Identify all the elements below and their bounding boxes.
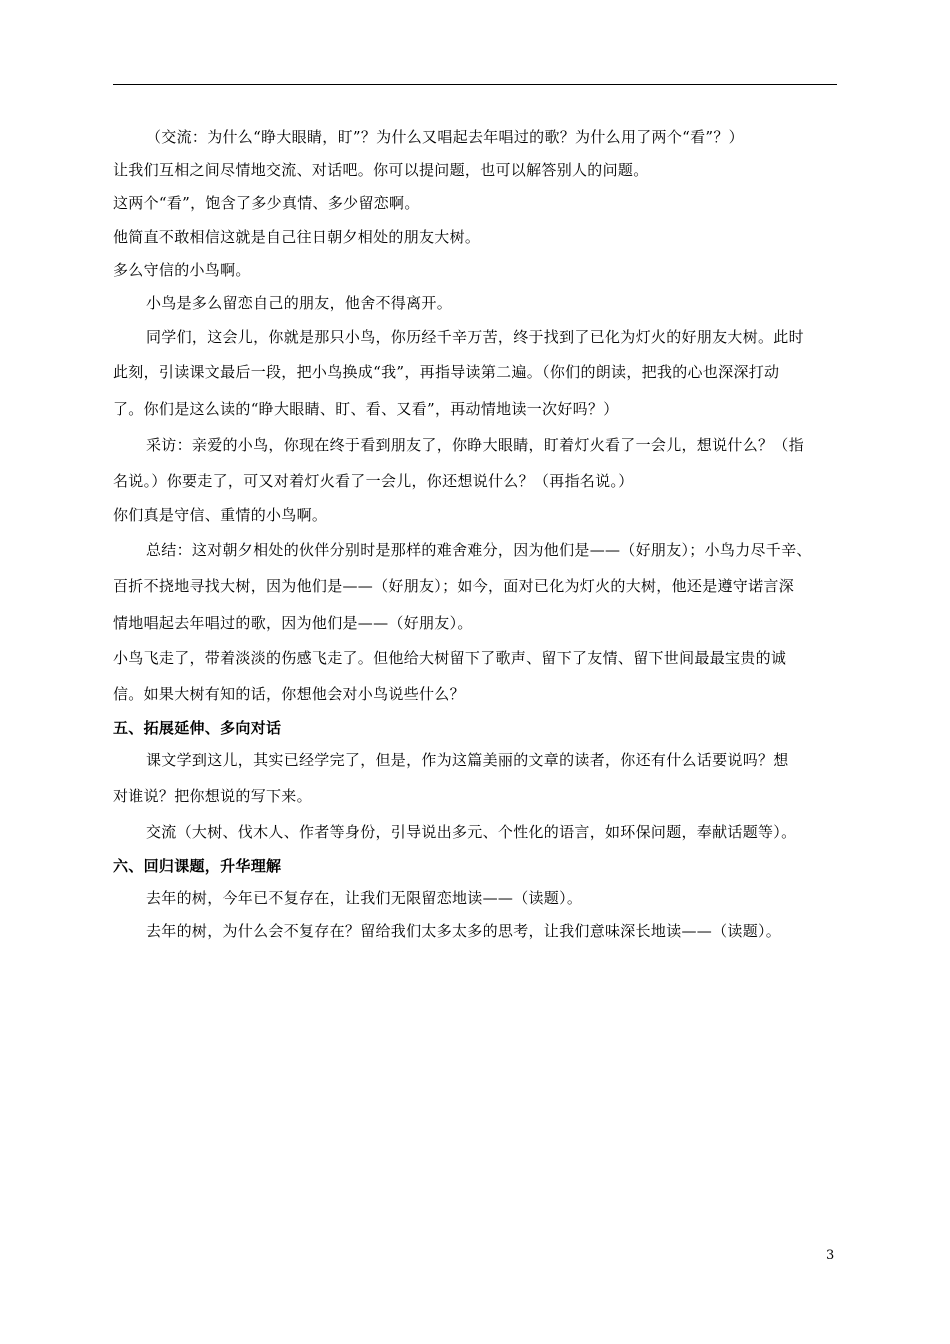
text-line: 让我们互相之间尽情地交流、对话吧。你可以提问题，也可以解答别人的问题。 bbox=[113, 161, 649, 179]
text-line: 多么守信的小鸟啊。 bbox=[113, 261, 251, 279]
page-number: 3 bbox=[826, 1248, 835, 1263]
text-line: 小鸟飞走了，带着淡淡的伤感飞走了。但他给大树留下了歌声、留下了友情、留下世间最最宝贵的诚 bbox=[113, 649, 787, 667]
text-line: 课文学到这儿，其实已经学完了，但是，作为这篇美丽的文章的读者，你还有什么话要说吗？想 bbox=[146, 751, 789, 769]
section-heading: 五、拓展延伸、多向对话 bbox=[113, 719, 282, 737]
text-line: 名说。）你要走了，可又对着灯火看了一会儿，你还想说什么？（再指名说。） bbox=[113, 472, 634, 490]
text-line: 此刻，引读课文最后一段，把小鸟换成“我”，再指导读第二遍。（你们的朗读，把我的心也深深打动 bbox=[113, 363, 780, 381]
text-line: 情地唱起去年唱过的歌，因为他们是——（好朋友）。 bbox=[113, 614, 473, 632]
text-line: 信。如果大树有知的话，你想他会对小鸟说些什么？ bbox=[113, 685, 465, 703]
text-line: 你们真是守信、重情的小鸟啊。 bbox=[113, 506, 328, 524]
text-line: 小鸟是多么留恋自己的朋友，他舍不得离开。 bbox=[146, 294, 453, 312]
text-line: 交流（大树、伐木人、作者等身份，引导说出多元、个性化的语言，如环保问题，奉献话题等）。 bbox=[146, 823, 797, 841]
text-line: 去年的树，为什么会不复存在？留给我们太多太多的思考，让我们意味深长地读——（读题）。 bbox=[146, 922, 782, 940]
text-line: 百折不挠地寻找大树，因为他们是——（好朋友）；如今，面对已化为灯火的大树，他还是遵守诺言深 bbox=[113, 577, 795, 595]
text-line: 这两个“看”，饱含了多少真情、多少留恋啊。 bbox=[113, 194, 420, 212]
header-rule bbox=[113, 84, 837, 85]
text-line: 同学们，这会儿，你就是那只小鸟，你历经千辛万苦，终于找到了已化为灯火的好朋友大树。此时 bbox=[146, 328, 804, 346]
text-line: 采访：亲爱的小鸟，你现在终于看到朋友了，你睁大眼睛，盯着灯火看了一会儿，想说什么？（指 bbox=[146, 436, 804, 454]
text-line: 总结：这对朝夕相处的伙伴分别时是那样的难舍难分，因为他们是——（好朋友）；小鸟力尽千辛、 bbox=[146, 541, 812, 559]
text-line: 了。你们是这么读的“睁大眼睛、盯、看、又看”，再动情地读一次好吗？） bbox=[113, 400, 619, 418]
text-line: （交流：为什么“睁大眼睛，盯”？为什么又唱起去年唱过的歌？为什么用了两个“看”？） bbox=[146, 128, 744, 146]
text-line: 去年的树，今年已不复存在，让我们无限留恋地读——（读题）。 bbox=[146, 889, 583, 907]
section-heading: 六、回归课题，升华理解 bbox=[113, 857, 282, 875]
text-line: 对谁说？把你想说的写下来。 bbox=[113, 787, 312, 805]
text-line: 他简直不敢相信这就是自己往日朝夕相处的朋友大树。 bbox=[113, 228, 481, 246]
